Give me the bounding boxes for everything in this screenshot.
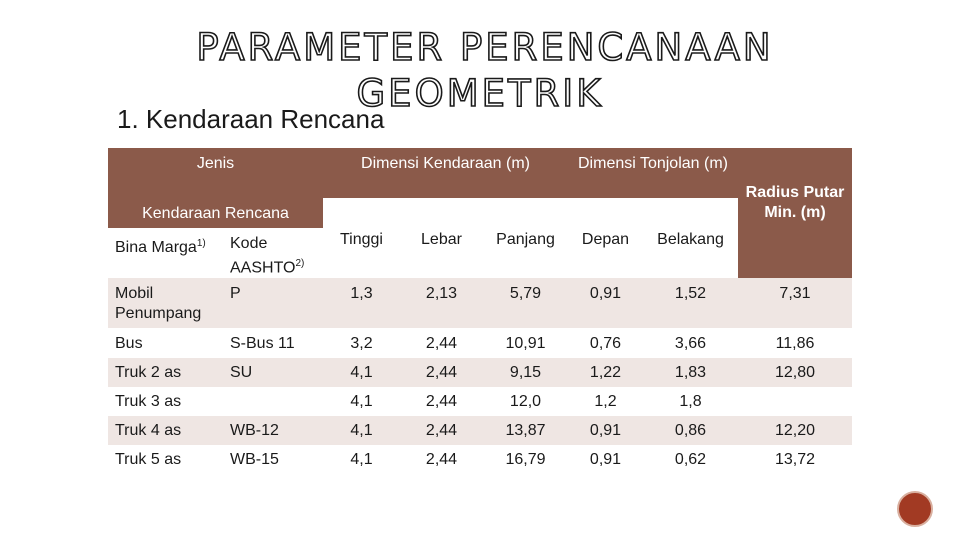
cell-radius: 7,31 [738,278,852,328]
cell-radius: 12,20 [738,416,852,445]
header-radius: Radius Putar Min. (m) [738,148,852,278]
cell-jenis: Truk 2 as [108,358,221,387]
cell-belakang: 3,66 [643,328,738,358]
cell-jenis: Bus [108,328,221,358]
cell-kode: SU [221,358,323,387]
cell-lebar: 2,44 [400,387,483,416]
cell-kode: WB-15 [221,445,323,473]
header-panjang: Panjang [483,198,568,278]
page-title-line2: GEOMETRIK [356,72,604,115]
cell-radius: 11,86 [738,328,852,358]
header-depan: Depan [568,198,643,278]
header-belakang: Belakang [643,198,738,278]
header-bina-marga [108,228,221,278]
cell-jenis: Truk 5 as [108,445,221,473]
cell-tinggi: 4,1 [323,387,400,416]
cell-radius: 12,80 [738,358,852,387]
cell-panjang: 5,79 [483,278,568,328]
cell-belakang: 0,86 [643,416,738,445]
bina-marga-label: Bina Marga [115,239,197,257]
cell-depan: 0,91 [568,416,643,445]
cell-panjang: 9,15 [483,358,568,387]
cell-tinggi: 4,1 [323,358,400,387]
cell-jenis: Truk 4 as [108,416,221,445]
cell-tinggi: 4,1 [323,445,400,473]
cell-kode: S-Bus 11 [221,328,323,358]
cell-radius [738,387,852,416]
section-heading: 1. Kendaraan Rencana [117,104,385,134]
kode-aashto-label: Kode AASHTO [230,235,296,277]
cell-tinggi: 1,3 [323,278,400,328]
cell-lebar: 2,44 [400,328,483,358]
cell-panjang: 13,87 [483,416,568,445]
kendaraan-table [108,148,852,473]
cell-jenis: Truk 3 as [108,387,221,416]
kode-aashto-sup: 2) [295,258,305,269]
cell-panjang: 10,91 [483,328,568,358]
cell-belakang: 1,52 [643,278,738,328]
cell-belakang: 0,62 [643,445,738,473]
cell-belakang: 1,8 [643,387,738,416]
header-dimensi-kendaraan: Dimensi Kendaraan (m) [323,148,568,198]
cell-radius: 13,72 [738,445,852,473]
cell-lebar: 2,13 [400,278,483,328]
page-title: PARAMETER PERENCANAAN [196,26,774,69]
cell-kode: P [221,278,323,328]
cell-depan: 0,76 [568,328,643,358]
header-lebar: Lebar [400,198,483,278]
cell-kode [221,387,323,416]
header-kendaraan-rencana: Kendaraan Rencana [108,198,323,228]
header-jenis: Jenis [108,148,323,198]
cell-tinggi: 3,2 [323,328,400,358]
cell-tinggi: 4,1 [323,416,400,445]
cell-jenis: Mobil Penumpang [108,278,221,328]
cell-belakang: 1,83 [643,358,738,387]
cell-lebar: 2,44 [400,358,483,387]
cell-panjang: 12,0 [483,387,568,416]
cell-kode: WB-12 [221,416,323,445]
header-tinggi: Tinggi [323,198,400,278]
cell-panjang: 16,79 [483,445,568,473]
cell-depan: 1,22 [568,358,643,387]
cell-lebar: 2,44 [400,445,483,473]
slide-logo-icon [897,491,933,527]
header-kode-aashto [221,228,323,278]
cell-lebar: 2,44 [400,416,483,445]
bina-marga-sup: 1) [196,238,206,249]
header-dimensi-tonjolan: Dimensi Tonjolan (m) [568,148,738,198]
cell-depan: 0,91 [568,278,643,328]
cell-depan: 1,2 [568,387,643,416]
cell-depan: 0,91 [568,445,643,473]
